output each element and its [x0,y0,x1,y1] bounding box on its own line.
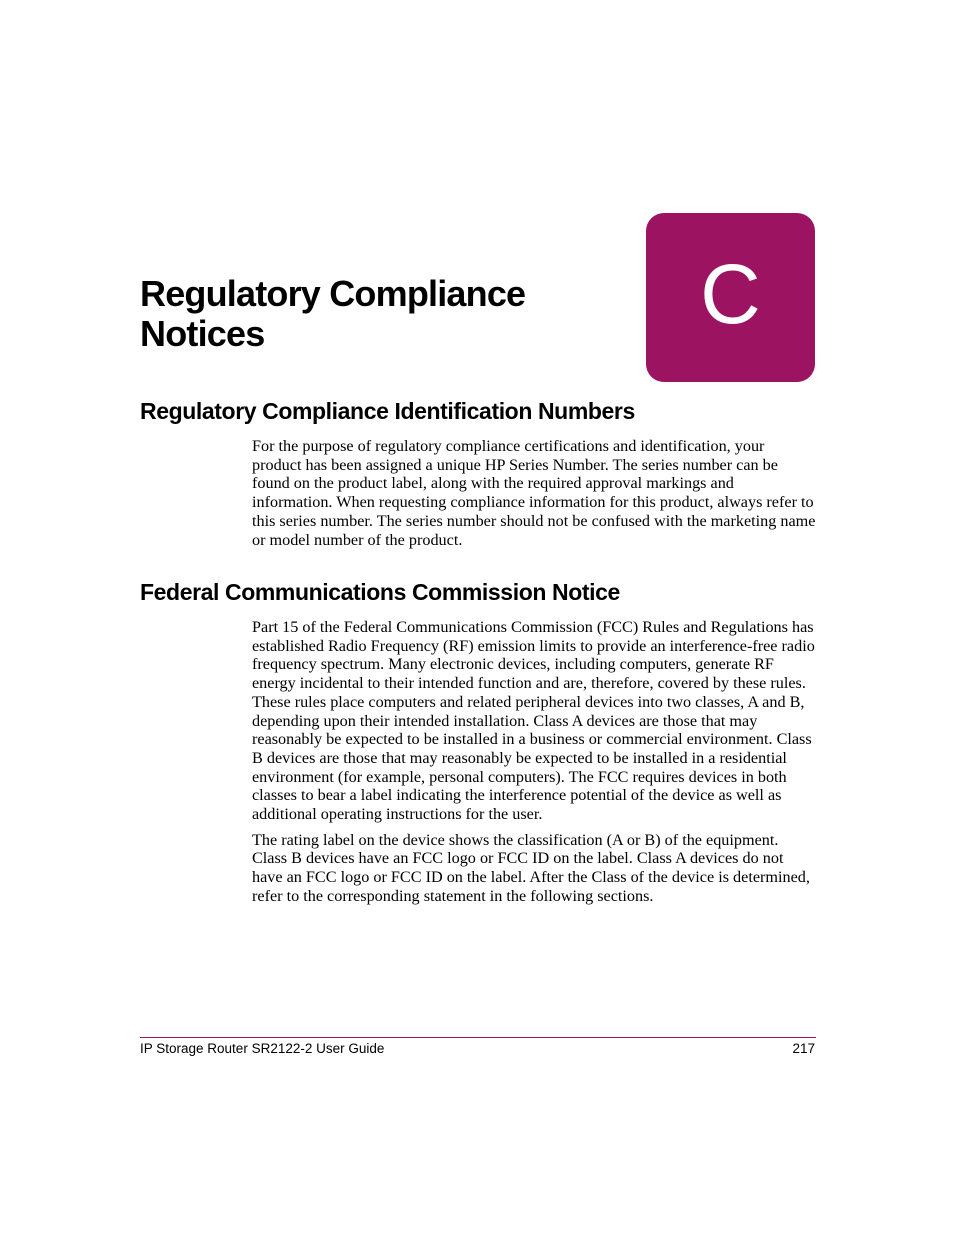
section-heading-identification-numbers: Regulatory Compliance Identification Numbers [140,398,635,424]
section-heading-fcc-notice: Federal Communications Commission Notice [140,579,620,605]
paragraph: Part 15 of the Federal Communications Commission (FCC) Rules and Regulations has established Radio Frequency (RF) emission limits to provide an interference-free radio frequency spectrum. Many electronic devices, including computers, generate RF energy incidental to their intended function and are, therefore, covered by these rules. These rules place computers and related peripheral devices into two classes, A and B, depending upon their intended installation. Class A devices are those that may reasonably be expected to be installed in a business or commercial environment. Class B devices are those that may reasonably be expected to be installed in a residential environment (for example, personal computers). The FCC requires devices in both classes to bear a label indicating the interference potential of the device as well as additional operating instructions for the user. [252,618,815,824]
paragraph: For the purpose of regulatory compliance certifications and identification, your product has been assigned a unique HP Series Number. The series number can be found on the product label, along with the required approval markings and information. When requesting compliance information for this product, always refer to this series number. The series number should not be confused with the marketing name or model number of the product. [252,437,816,549]
section-body-identification-numbers [252,437,817,556]
chapter-tab [646,213,815,382]
footer-divider [140,1037,816,1038]
chapter-letter: C [700,246,761,341]
footer-page-number: 217 [792,1041,815,1056]
footer-guide-title: IP Storage Router SR2122-2 User Guide [140,1041,385,1056]
chapter-title: Regulatory Compliance Notices [140,273,526,354]
section-body-fcc-notice [252,618,817,913]
paragraph: The rating label on the device shows the classification (A or B) of the equipment. Class B devices have an FCC logo or FCC ID on the label. Class A devices do not have an FCC logo or FCC ID on the label. After the Class of the device is determined, refer to the corresponding statement in the following sections. [252,830,810,905]
